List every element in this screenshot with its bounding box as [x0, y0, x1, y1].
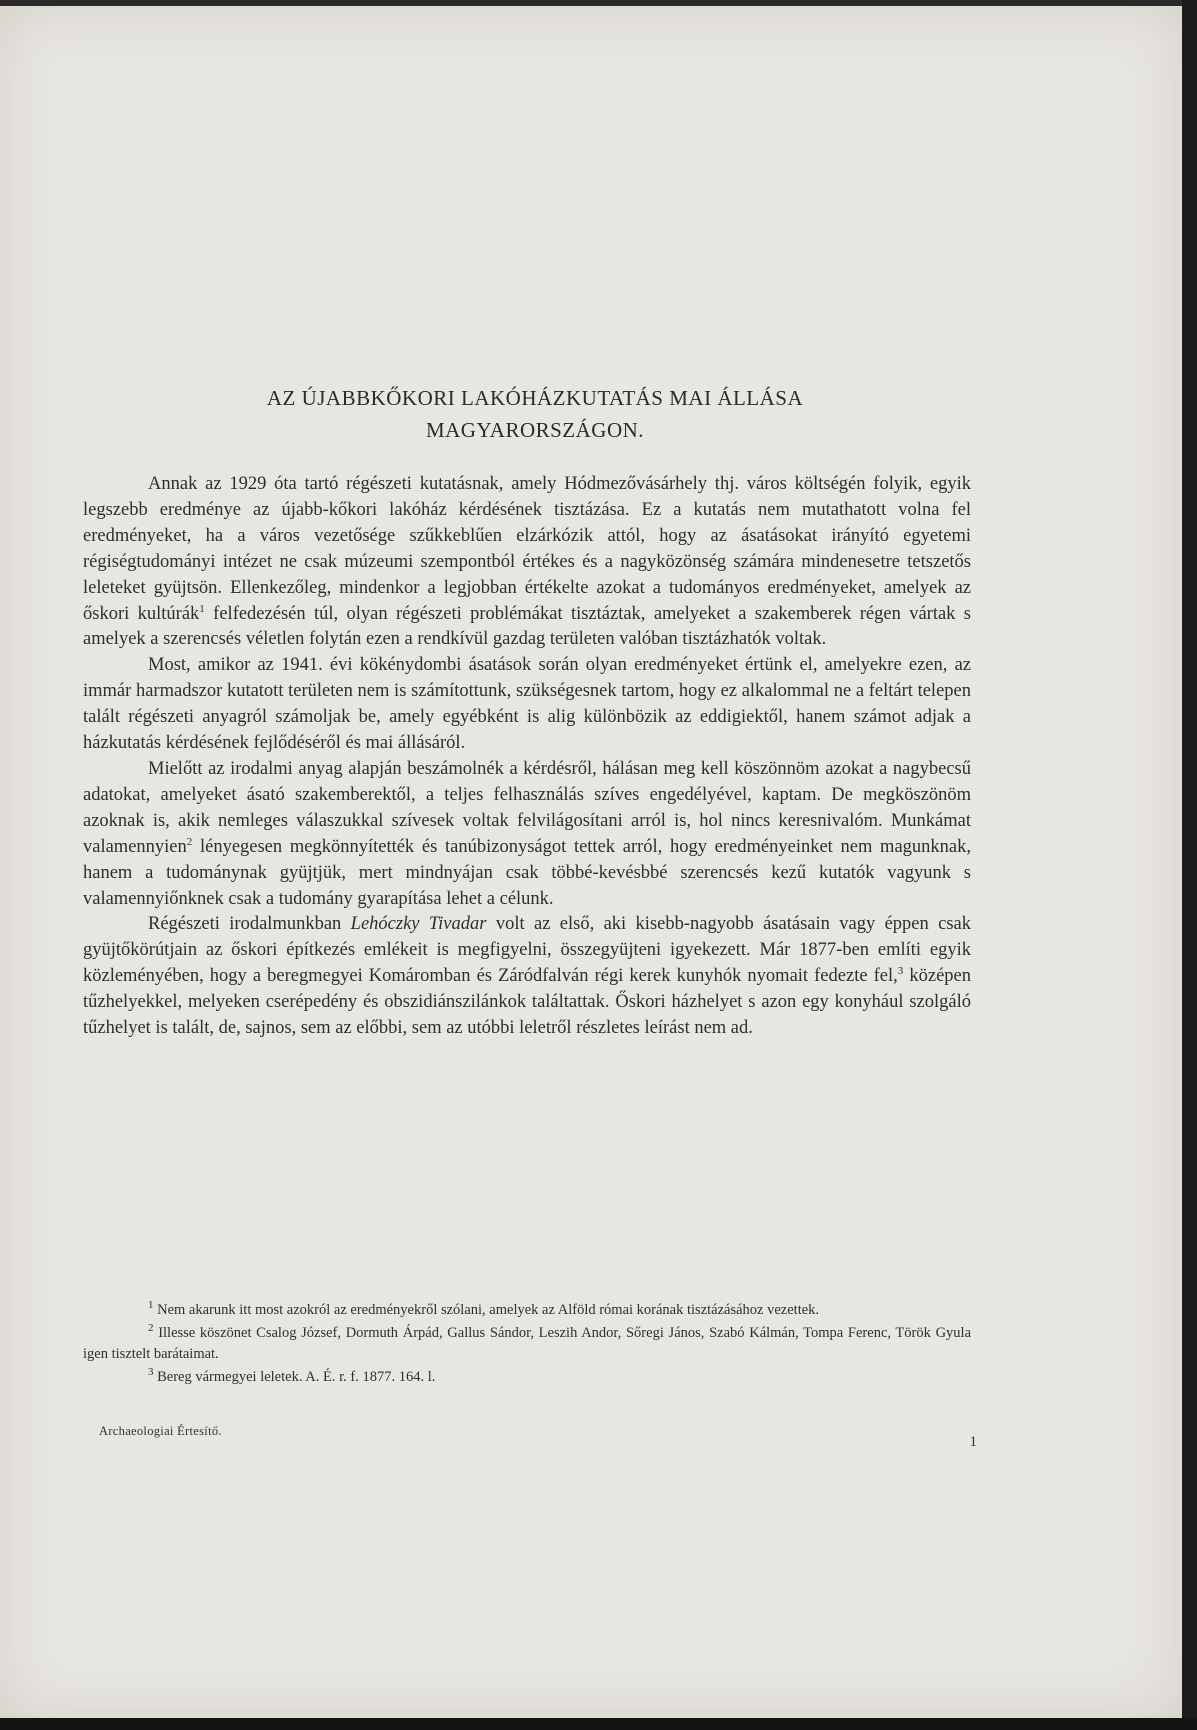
article-body [83, 472, 971, 1042]
paragraph-text: volt az első, aki kisebb-nagyobb ásatásain vagy éppen csak gyüjtőkörútjain az őskori építkezés emlékeit is megfigyelni, összegyüjteni igyekezett. Már 1877-ben említi egyik közleményében, hogy a beregmegyei Komáromban és Záródfalván régi kerek kunyhók nyomait fedezte fel, [83, 914, 971, 987]
paragraph [83, 912, 971, 1042]
footnote-ref: 1 [199, 602, 205, 615]
title-line-1: AZ ÚJABBKŐKORI LAKÓHÁZKUTATÁS MAI ÁLLÁSA [266, 386, 804, 410]
page-number: 1 [969, 1434, 977, 1450]
emphasized-name: Lehóczky Tivadar [350, 914, 487, 935]
footnote-text: Illesse köszönet Csalog József, Dormuth Árpád, Gallus Sándor, Leszih Andor, Sőregi János, Szabó Kálmán, Tompa Ferenc, Török Gyula igen tisztelt barátaimat. [83, 1325, 971, 1362]
paragraph-text: felfedezésén túl, olyan régészeti problémákat tisztáztak, amelyeket a szakemberek régen vártak s amelyek a szerencsés véletlen folytán ezen a rendkívül gazdag területen valóban tisztázhatók voltak. [83, 603, 972, 650]
paragraph-text: Mielőtt az irodalmi anyag alapján beszámolnék a kérdésről, hálásan meg kell köszönnöm azokat a nagybecsű adatokat, amelyeket ásató szakemberektől, a teljes felhasználás szíves engedélyével, kaptam. De megköszönöm azoknak is, akik nemleges válaszukkal szívesek voltak felvilágosítani arról is, hol nincs keresnivalóm. Munkámat valamennyien [83, 758, 971, 857]
footnote-mark: 1 [148, 1299, 154, 1312]
scan-edge-bottom [0, 1718, 1197, 1730]
paragraph [83, 757, 971, 912]
paragraph [83, 653, 971, 757]
article-title [140, 382, 930, 446]
footnotes [83, 1300, 971, 1390]
footnote [83, 1323, 971, 1365]
paragraph-text: Annak az 1929 óta tartó régészeti kutatásnak, amely Hódmezővásárhely thj. város költségén folyik, egyik legszebb eredménye az újabb-kőkori lakóház kérdésének tisztázása. Ez a kutatás nem mutathatott volna fel eredményeket, ha a város vezetősége szűkkeblűen elzárkózik attól, hogy az ásatásokat irányító egyetemi régiségtudományi intézet ne csak múzeumi szempontból értékes és a nagyközönség számára mindenesetre tetszetős leleteket gyüjtsön. Ellenkezőleg, mindenkor a legjobban értékelte azokat a tudományos eredményeket, amelyek az őskori kultúrák [83, 474, 971, 624]
paragraph-text: Most, amikor az 1941. évi kökénydombi ásatások során olyan eredményeket értünk el, amelyekre ezen, az immár harmadszor kutatott területen nem is számítottunk, szükségesnek tartom, hogy ez alkalommal ne a feltárt telepen talált régészeti anyagról számoljak be, amely egyébként is alig különbözik az eddigiektől, hanem számot adjak a házkutatás kérdésének fejlődéséről és mai állásáról. [83, 655, 971, 754]
footnote-mark: 2 [148, 1322, 154, 1335]
page-footer [83, 1418, 977, 1450]
footnote-text: Nem akarunk itt most azokról az eredményekről szólani, amelyek az Alföld római korának tisztázásához vezettek. [153, 1302, 820, 1318]
footnote [83, 1367, 971, 1388]
paragraph [83, 472, 971, 653]
footnote-ref: 3 [897, 965, 904, 978]
title-line-2: MAGYARORSZÁGON. [425, 418, 645, 442]
footnote [83, 1300, 971, 1321]
footnote-text: Bereg vármegyei leletek. A. É. r. f. 1877. 164. l. [153, 1369, 436, 1385]
journal-name: Archaeologiai Értesítő. [99, 1424, 222, 1438]
scan-edge-right [1182, 0, 1197, 1730]
paragraph-text: középen tűzhelyekkel, melyeken cserépedény és obszidiánszilánkok találtattak. Őskori házhelyet s azon egy konyhául szolgáló tűzhelyet is talált, de, sajnos, sem az előbbi, sem az utóbbi leletről részletes leírást nem ad. [83, 966, 972, 1039]
paragraph-text: Régészeti irodalmunkban [148, 914, 351, 935]
footnote-mark: 3 [148, 1366, 154, 1379]
document-page [0, 6, 1182, 1718]
footnote-ref: 2 [186, 835, 193, 848]
paragraph-text: lényegesen megkönnyítették és tanúbizonyságot tettek arról, hogy eredményeinket nem magunknak, hanem a tudománynak gyüjtjük, mert mindnyájan csak többé-kevésbbé szerencsés kezű kutatók vagyunk s valamennyiőnknek csak a tudomány gyarapítása lehet a célunk. [83, 836, 971, 909]
